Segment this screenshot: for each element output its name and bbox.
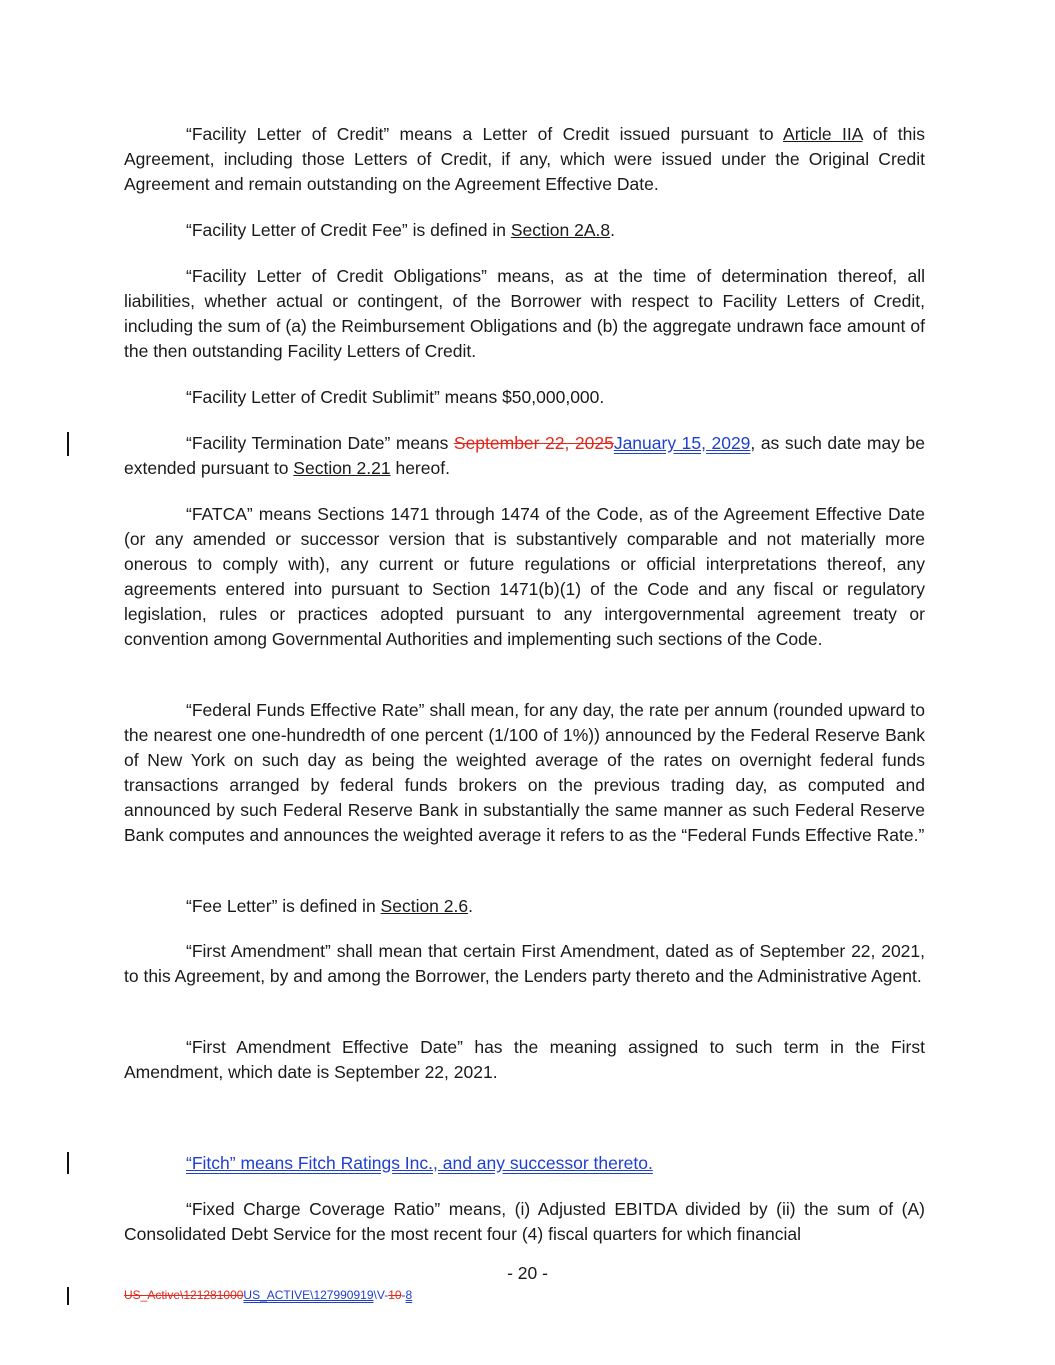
- deleted-text: 10: [388, 1288, 402, 1302]
- defined-term: “Facility Letter of Credit Fee”: [186, 220, 408, 240]
- change-bar: [67, 432, 69, 456]
- definition-facility-letter-of-credit: “Facility Letter of Credit” means a Letter of Credit issued pursuant to Article IIA of this Agreement, including those Letters of Credit, if any, which were issued under the Original Credit Agreement and remain outstanding on the Agreement Effective Date.: [124, 124, 925, 195]
- cross-reference-article-iia: Article IIA: [783, 124, 863, 144]
- change-bar: [67, 1152, 69, 1174]
- definition-fitch: [124, 1151, 925, 1176]
- inserted-text: January 15, 2029: [613, 433, 751, 453]
- definition-facility-letter-of-credit-fee: “Facility Letter of Credit Fee” is defined in Section 2A.8.: [186, 220, 615, 240]
- definition-fixed-charge-coverage-ratio: “Fixed Charge Coverage Ratio” means, (i) Adjusted EBITDA divided by (ii) the sum of (A) Consolidated Debt Service for the most recent four (4) fiscal quarters for which financial: [124, 1199, 925, 1245]
- definition-first-amendment: “First Amendment” shall mean that certain First Amendment, dated as of September 22, 2021, to this Agreement, by and among the Borrower, the Lenders party thereto and the Administrative Agent.: [124, 941, 925, 987]
- page-number: - 20 -: [507, 1263, 548, 1283]
- change-bar: [67, 1287, 69, 1305]
- deleted-text: US_Active\121281000: [124, 1288, 244, 1302]
- document-id-footer: US_Active\121281000US_ACTIVE\127990919\V-10-8: [124, 1288, 413, 1302]
- definition-fee-letter: “Fee Letter” is defined in Section 2.6.: [186, 896, 473, 916]
- cross-reference-section-221: Section 2.21: [293, 458, 391, 479]
- definition-federal-funds-effective-rate: “Federal Funds Effective Rate” shall mean, for any day, the rate per annum (rounded upward to the nearest one one-hundredth of one percent (1/100 of 1%)) announced by the Federal Reserve Bank of New York on such day as being the weighted average of the rates on overnight federal funds transactions arranged by federal funds brokers on the previous trading day, as computed and announced by such Federal Reserve Bank in substantially the same manner as such Federal Reserve Bank computes and announces the weighted average it refers to as the “Federal Funds Effective Rate.”: [124, 700, 925, 846]
- deleted-text: September 22, 2025: [453, 433, 614, 453]
- inserted-text: US_ACTIVE\127990919: [243, 1288, 374, 1302]
- definition-facility-termination-date: “Facility Termination Date” means September 22, 2025January 15, 2029, as such date may be extended pursuant to Section 2.21 hereof.: [124, 433, 925, 479]
- cross-reference-section-26: Section 2.6: [380, 896, 469, 916]
- inserted-text: 8: [405, 1288, 413, 1302]
- cross-reference-section-2a8: Section 2A.8: [510, 220, 611, 240]
- definition-first-amendment-effective-date: “First Amendment Effective Date” has the meaning assigned to such term in the First Amendment, which date is September 22, 2021.: [124, 1037, 925, 1083]
- definition-fatca: “FATCA” means Sections 1471 through 1474 of the Code, as of the Agreement Effective Date (or any amended or successor version that is substantively comparable and not materially more onerous to comply with), any current or future regulations or official interpretations thereof, any agreements entered into pursuant to Section 1471(b)(1) of the Code and any fiscal or regulatory legislation, rules or practices adopted pursuant to any intergovernmental agreement treaty or convention among Governmental Authorities and implementing such sections of the Code.: [124, 504, 925, 650]
- definition-facility-letter-of-credit-obligations: “Facility Letter of Credit Obligations” means, as at the time of determination thereof, all liabilities, whether actual or contingent, of the Borrower with respect to Facility Letters of Credit, including the sum of (a) the Reimbursement Obligations and (b) the aggregate undrawn face amount of the then outstanding Facility Letters of Credit.: [124, 266, 925, 362]
- inserted-text: “Fitch” means Fitch Ratings Inc., and any successor thereto.: [186, 1153, 653, 1173]
- defined-term: “Facility Letter of Credit”: [186, 124, 390, 144]
- definition-facility-letter-of-credit-sublimit: “Facility Letter of Credit Sublimit” means $50,000,000.: [186, 387, 605, 407]
